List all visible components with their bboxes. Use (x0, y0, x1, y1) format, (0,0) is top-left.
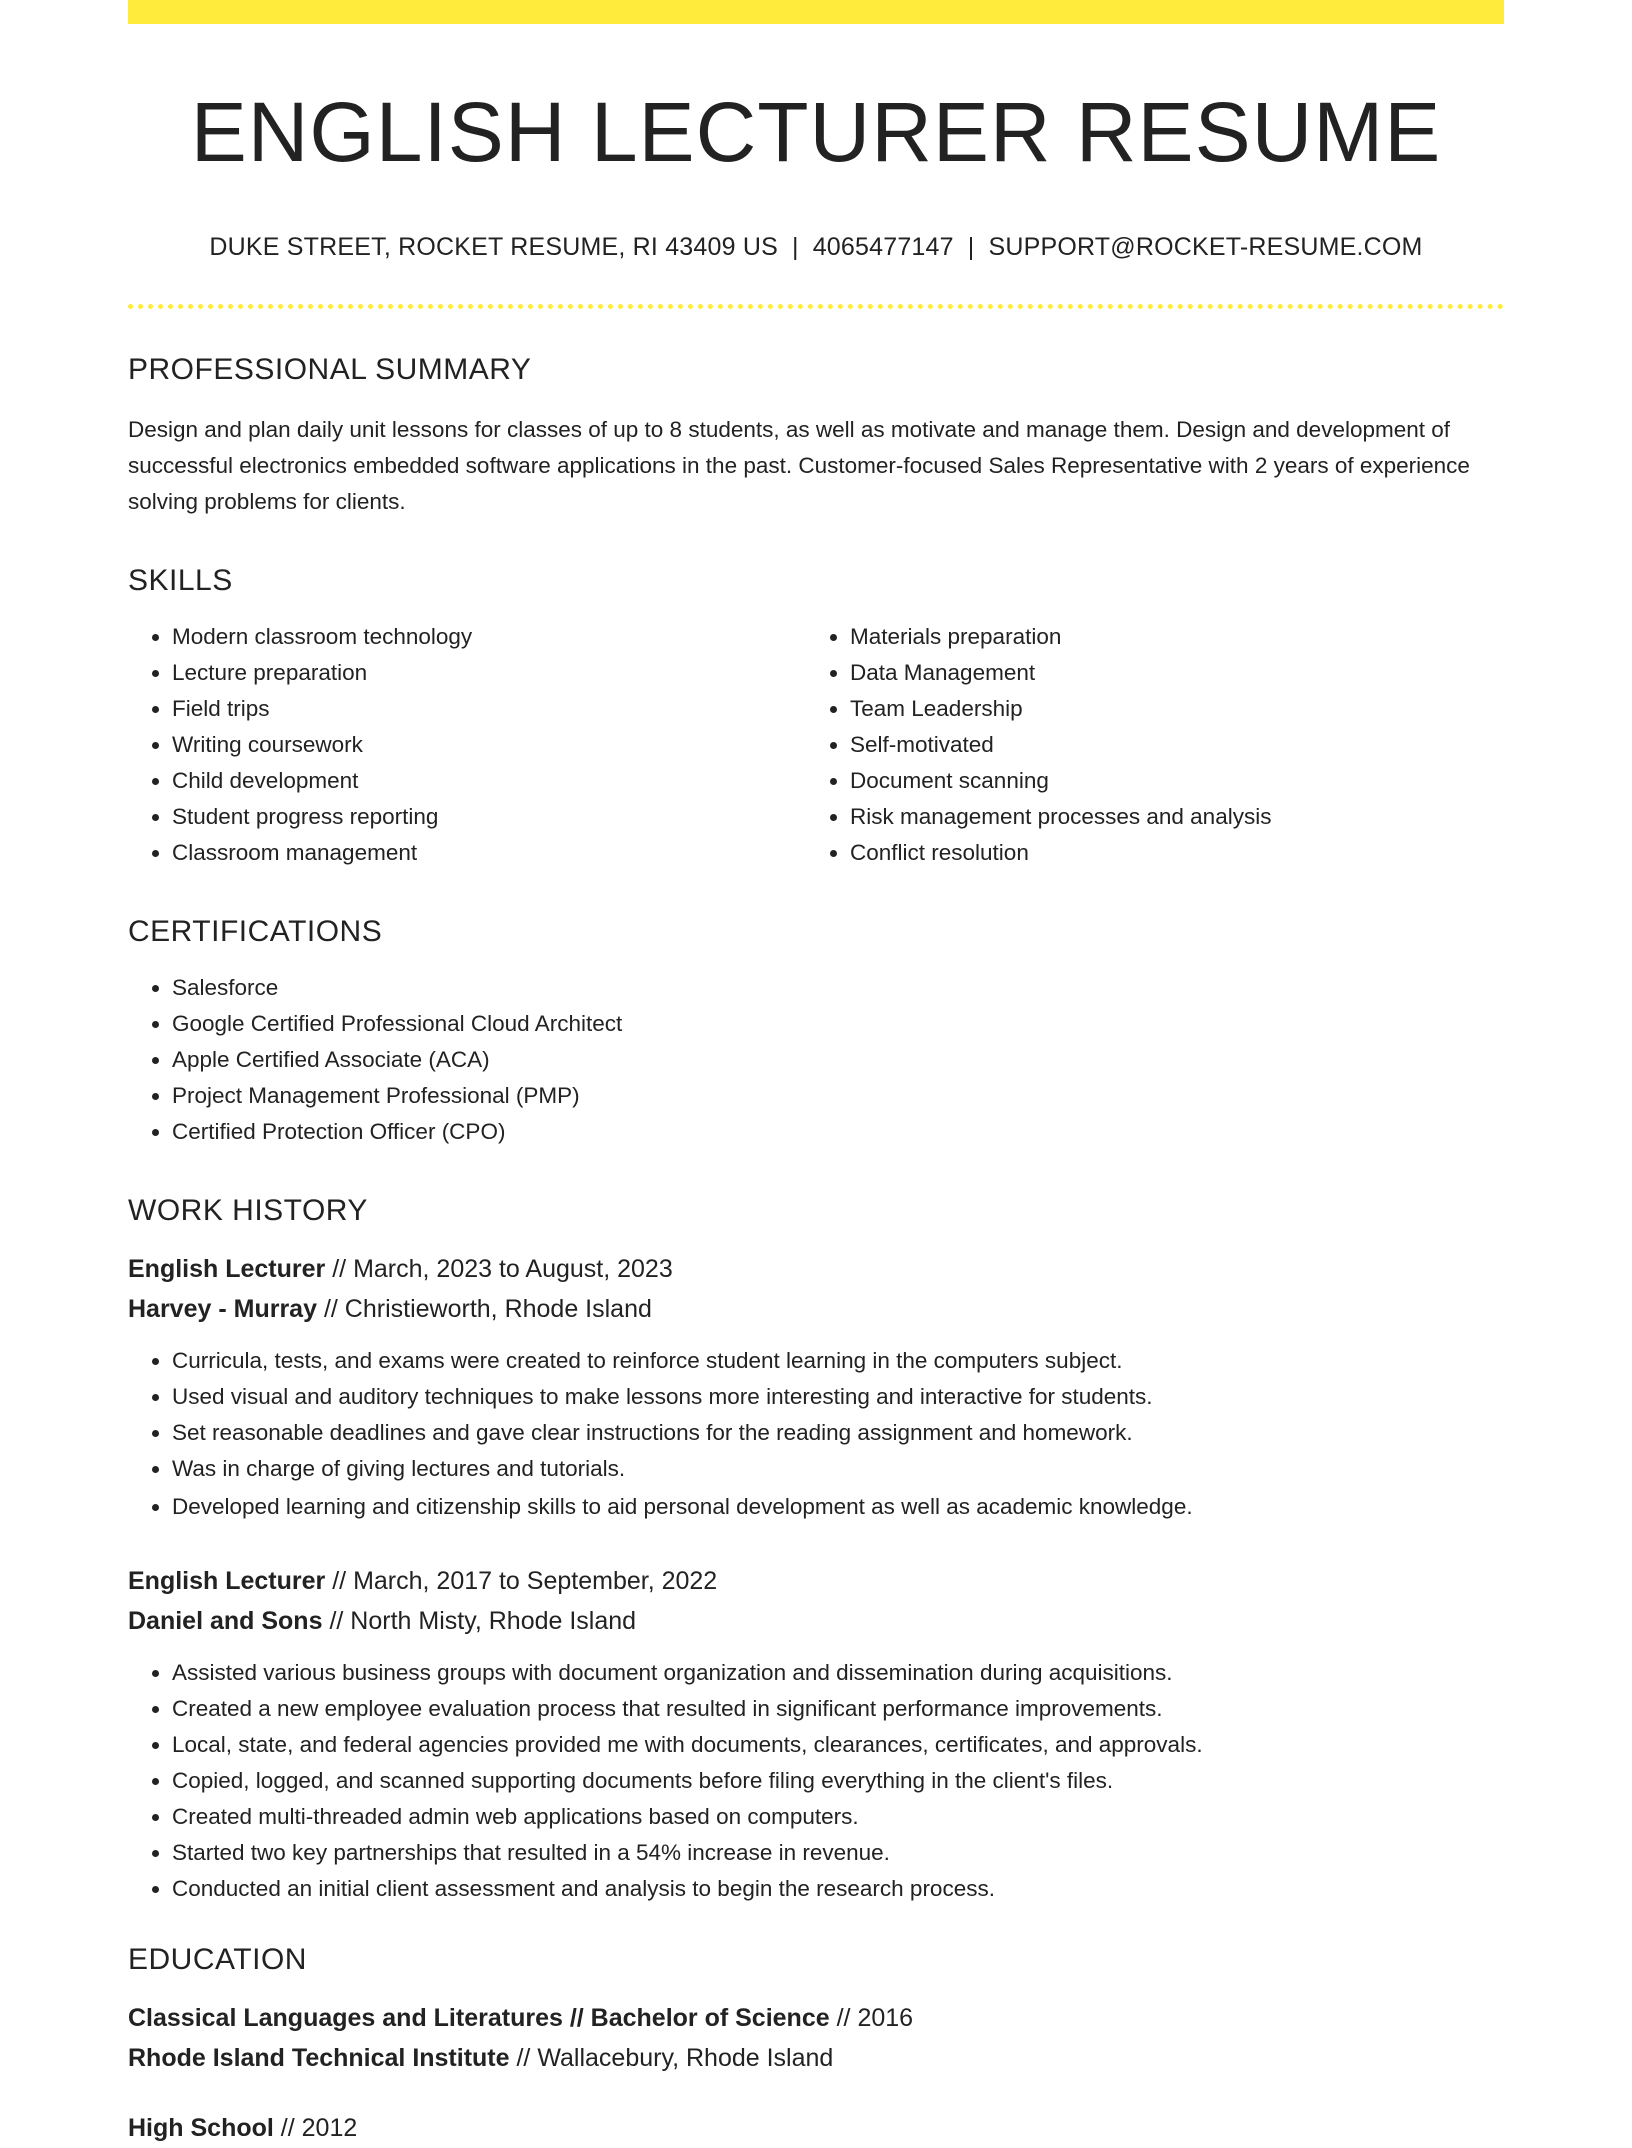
resume-title: ENGLISH LECTURER RESUME (190, 85, 1442, 179)
education-degree-line (128, 2108, 1504, 2148)
contact-email: SUPPORT@ROCKET-RESUME.COM (988, 233, 1423, 262)
resume-page (128, 0, 1504, 2148)
job-company-line (128, 1289, 1504, 1329)
education-separator: // (516, 2044, 531, 2073)
contact-line (128, 232, 1504, 262)
job-role: English Lecturer (128, 1567, 326, 1596)
skills-left-list (128, 619, 806, 871)
job-title-line (128, 1249, 1504, 1289)
job-dates: March, 2023 to August, 2023 (353, 1255, 673, 1284)
skill-item: • Modern classroom technology (172, 619, 806, 655)
job-dates: March, 2017 to September, 2022 (353, 1567, 718, 1596)
skill-item: • Self-motivated (850, 727, 1484, 763)
contact-address: DUKE STREET, ROCKET RESUME, RI 43409 US (209, 233, 778, 262)
education-year: 2012 (301, 2114, 358, 2143)
skill-item: • Data Management (850, 655, 1484, 691)
certifications-heading: CERTIFICATIONS (128, 915, 383, 949)
job-bullet: • Developed learning and citizenship skills to aid personal development as well as academic knowledge. (172, 1489, 1504, 1525)
dotted-divider (128, 304, 1504, 309)
skills-columns (128, 597, 1504, 871)
education-degree-line (128, 1998, 1504, 2038)
education-school-line (128, 2038, 1504, 2078)
certification-item: • Certified Protection Officer (CPO) (172, 1114, 1504, 1150)
contact-separator: | (792, 233, 799, 262)
skills-right-list (806, 619, 1484, 871)
job-company: Daniel and Sons (128, 1607, 323, 1636)
job-location: North Misty, Rhode Island (350, 1607, 637, 1636)
skill-item: • Field trips (172, 691, 806, 727)
job-bullets (128, 1343, 1504, 1525)
job-separator: // (329, 1607, 344, 1636)
skills-right-column (806, 597, 1484, 871)
job-company: Harvey - Murray (128, 1295, 317, 1324)
job-bullet: • Curricula, tests, and exams were created to reinforce student learning in the computers subject. (172, 1343, 1504, 1379)
job-bullet: • Copied, logged, and scanned supporting documents before filing everything in the client's files. (172, 1763, 1504, 1799)
certification-item: • Salesforce (172, 970, 1504, 1006)
work-history-heading: WORK HISTORY (128, 1194, 368, 1228)
skill-item: • Classroom management (172, 835, 806, 871)
skill-item: • Document scanning (850, 763, 1484, 799)
job-title-line (128, 1561, 1504, 1601)
job-company-line (128, 1601, 1504, 1641)
job-separator: // (332, 1255, 347, 1284)
skill-item: • Team Leadership (850, 691, 1484, 727)
contact-separator: | (967, 233, 975, 262)
contact-phone: 4065477147 (812, 233, 954, 262)
skill-item: • Child development (172, 763, 806, 799)
summary-heading: PROFESSIONAL SUMMARY (128, 353, 532, 387)
job-bullet: • Local, state, and federal agencies provided me with documents, clearances, certificates, and approvals. (172, 1727, 1504, 1763)
job-bullet: • Created a new employee evaluation process that resulted in significant performance improvements. (172, 1691, 1504, 1727)
job-role: English Lecturer (128, 1255, 326, 1284)
job-bullet: • Created multi-threaded admin web applications based on computers. (172, 1799, 1504, 1835)
education-entry (128, 2108, 1504, 2148)
job-bullet: • Set reasonable deadlines and gave clear instructions for the reading assignment and homework. (172, 1415, 1504, 1451)
job-location: Christieworth, Rhode Island (344, 1295, 652, 1324)
job-separator: // (332, 1567, 347, 1596)
job-bullet: • Used visual and auditory techniques to make lessons more interesting and interactive for students. (172, 1379, 1504, 1415)
skill-item: • Student progress reporting (172, 799, 806, 835)
summary-text: Design and plan daily unit lessons for classes of up to 8 students, as well as motivate and manage them. Design and development of successful electronics embedded software applications in the past. Customer-focused Sales Representative with 2 years of experience solving problems for clients. (128, 417, 1470, 515)
skill-item: • Conflict resolution (850, 835, 1484, 871)
education-separator: // (836, 2004, 851, 2033)
education-school: Rhode Island Technical Institute (128, 2044, 510, 2073)
skill-item: • Writing coursework (172, 727, 806, 763)
job-bullet: • Assisted various business groups with document organization and dissemination during acquisitions. (172, 1655, 1504, 1691)
skill-item: • Lecture preparation (172, 655, 806, 691)
job-bullets (128, 1655, 1504, 1907)
job-bullet: • Started two key partnerships that resulted in a 54% increase in revenue. (172, 1835, 1504, 1871)
skill-item: • Risk management processes and analysis (850, 799, 1484, 835)
education-separator: // (280, 2114, 295, 2143)
skills-heading: SKILLS (128, 564, 233, 598)
skills-left-column (128, 597, 806, 871)
top-accent-bar (128, 0, 1504, 24)
job-bullet: • Conducted an initial client assessment and analysis to begin the research process. (172, 1871, 1504, 1907)
job-bullet: • Was in charge of giving lectures and tutorials. (172, 1451, 1504, 1487)
education-heading: EDUCATION (128, 1943, 307, 1977)
certification-item: • Project Management Professional (PMP) (172, 1078, 1504, 1114)
certification-item: • Apple Certified Associate (ACA) (172, 1042, 1504, 1078)
education-year: 2016 (857, 2004, 914, 2033)
certifications-list (128, 970, 1504, 1150)
job-entry (128, 1561, 1504, 1907)
job-separator: // (323, 1295, 338, 1324)
education-degree: High School (128, 2114, 274, 2143)
certification-item: • Google Certified Professional Cloud Architect (172, 1006, 1504, 1042)
skill-item: • Materials preparation (850, 619, 1484, 655)
education-entry (128, 1998, 1504, 2078)
education-location: Wallacebury, Rhode Island (537, 2044, 834, 2073)
job-entry (128, 1249, 1504, 1525)
education-degree: Classical Languages and Literatures // Bachelor of Science (128, 2004, 830, 2033)
